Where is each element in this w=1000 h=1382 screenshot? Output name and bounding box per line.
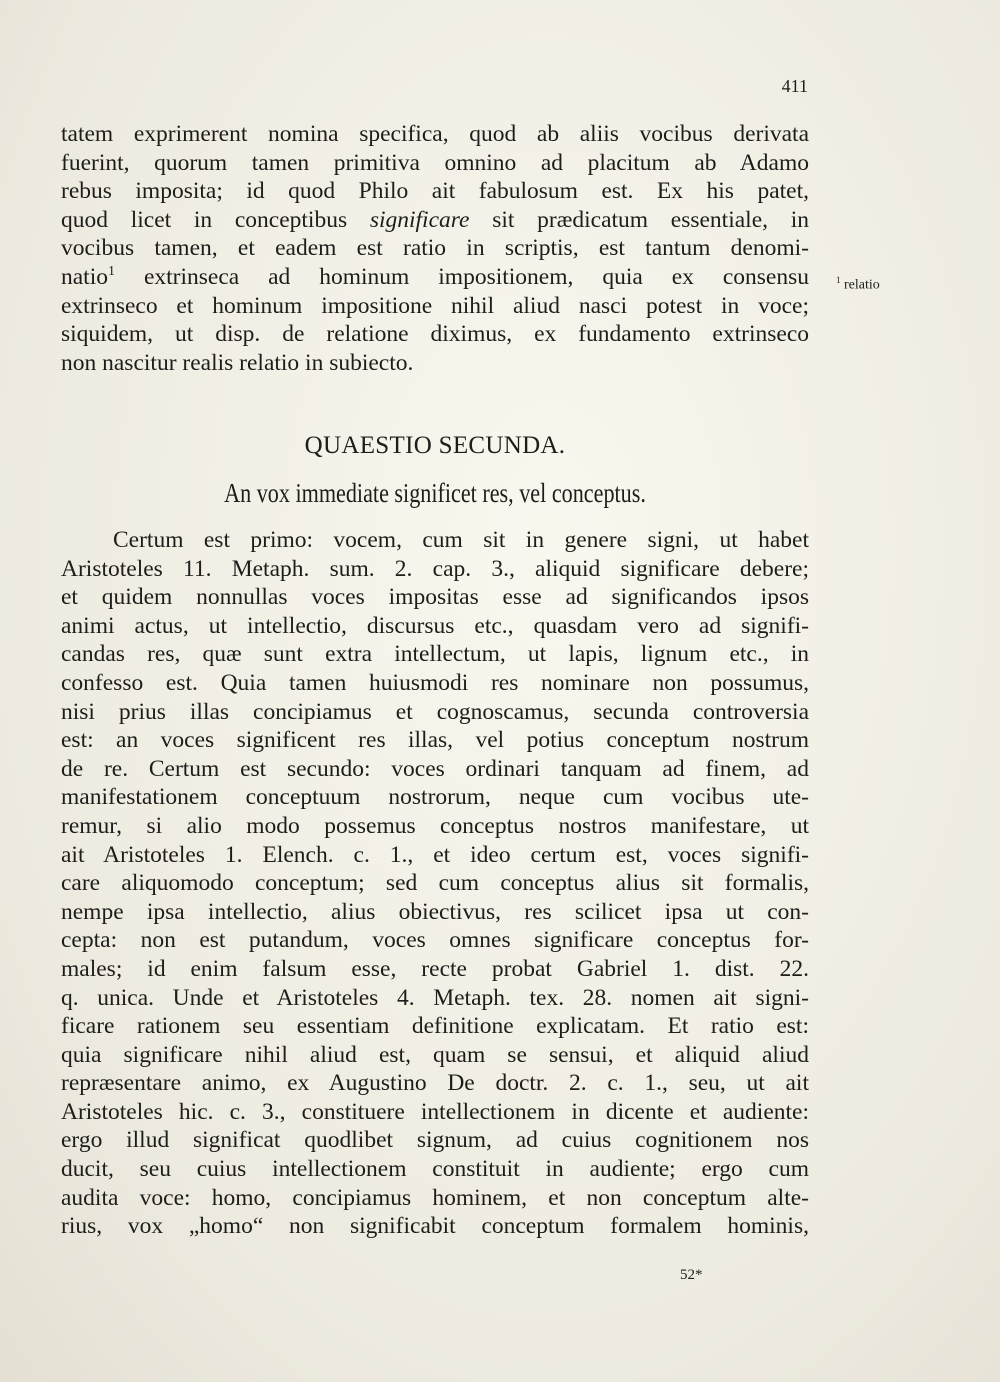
text-line: care aliquomodo conceptum; sed cum conceptus alius sit formalis, <box>61 870 809 897</box>
paragraph-1 <box>61 120 809 377</box>
text-line: natio$^1$ extrinseca ad hominum impositionem, quia ex consensu <box>61 263 809 290</box>
text-line: remur, si alio modo possemus conceptus nostros manifestare, ut <box>61 812 809 839</box>
text-line: Aristoteles 11. Metaph. sum. 2. cap. 3., aliquid significare debere; <box>61 555 809 582</box>
text-line: ducit, seu cuius intellectionem constituit in audiente; ergo cum <box>61 1156 809 1183</box>
section-heading: QUAESTIO SECUNDA. <box>304 432 566 459</box>
emphasis: significare <box>369 206 470 233</box>
text-line: Aristoteles hic. c. 3., constituere intellectionem in dicente et audiente: <box>61 1098 809 1125</box>
text-line: de re. Certum est secundo: voces ordinari tanquam ad finem, ad <box>61 755 809 782</box>
text-line: nempe ipsa intellectio, alius obiectivus, res scilicet ipsa ut con- <box>61 898 809 925</box>
text-line: nisi prius illas concipiamus et cognoscamus, secunda controversia <box>61 698 809 725</box>
text-line: manifestationem conceptuum nostrorum, neque cum vocibus ute- <box>61 784 809 811</box>
text-line: males; id enim falsum esse, recte probat Gabriel 1. dist. 22. <box>61 955 809 982</box>
section-subheading: An vox immediate significet res, vel conceptus. <box>224 478 646 508</box>
text-line: cepta: non est putandum, voces omnes significare conceptus for- <box>61 927 809 954</box>
margin-note: $^1$ relatio <box>836 275 880 293</box>
text-line: ficare rationem seu essentiam definitione explicatam. Et ratio est: <box>61 1013 809 1040</box>
text-line: extrinseco et hominum impositione nihil aliud nasci potest in voce; <box>61 292 809 319</box>
text-line: fuerint, quorum tamen primitiva omnino ad placitum ab Adamo <box>61 149 809 176</box>
text-line: et quidem nonnullas voces impositas esse ad significandos ipsos <box>61 584 809 611</box>
text-line: quia significare nihil aliud est, quam se sensui, et aliquid aliud <box>61 1041 809 1068</box>
text-line: quod licet in conceptibus significare sit prædicatum essentiale, in <box>61 206 809 233</box>
text-line: animi actus, ut intellectio, discursus etc., quasdam vero ad signifi- <box>61 612 809 639</box>
text-line: ait Aristoteles 1. Elench. c. 1., et ideo certum est, voces signifi- <box>61 841 809 868</box>
text-line: non nascitur realis relatio in subiecto. <box>61 349 414 376</box>
text-line: est: an voces significent res illas, vel potius conceptum nostrum <box>61 727 809 754</box>
text-line: q. unica. Unde et Aristoteles 4. Metaph. tex. 28. nomen ait signi- <box>61 984 809 1011</box>
signature-mark: 52* <box>680 1267 703 1283</box>
paragraph-2 <box>61 526 809 1241</box>
text-line: candas res, quæ sunt extra intellectum, ut lapis, lignum etc., in <box>61 641 809 668</box>
text-line: tatem exprimerent nomina specifica, quod ab aliis vocibus derivata <box>61 121 809 147</box>
page-number: 411 <box>781 76 808 96</box>
text-line: confesso est. Quia tamen huiusmodi res nominare non possumus, <box>61 669 809 696</box>
text-line: rebus imposita; id quod Philo ait fabulosum est. Ex his patet, <box>61 178 809 205</box>
text-line: Certum est primo: vocem, cum sit in genere signi, ut habet <box>113 527 809 553</box>
text-line: audita voce: homo, concipiamus hominem, et non conceptum alte- <box>61 1184 809 1211</box>
footnote-marker: 1 <box>108 264 115 280</box>
text-line: ergo illud significat quodlibet signum, ad cuius cognitionem nos <box>61 1127 809 1154</box>
text-line: repræsentare animo, ex Augustino De doctr. 2. c. 1., seu, ut ait <box>61 1070 809 1097</box>
text-line: siquidem, ut disp. de relatione diximus, ex fundamento extrinseco <box>61 321 809 348</box>
text-line: rius, vox „homo“ non significabit conceptum formalem hominis, <box>61 1213 809 1240</box>
text-line: vocibus tamen, et eadem est ratio in scriptis, est tantum denomi- <box>61 235 809 262</box>
